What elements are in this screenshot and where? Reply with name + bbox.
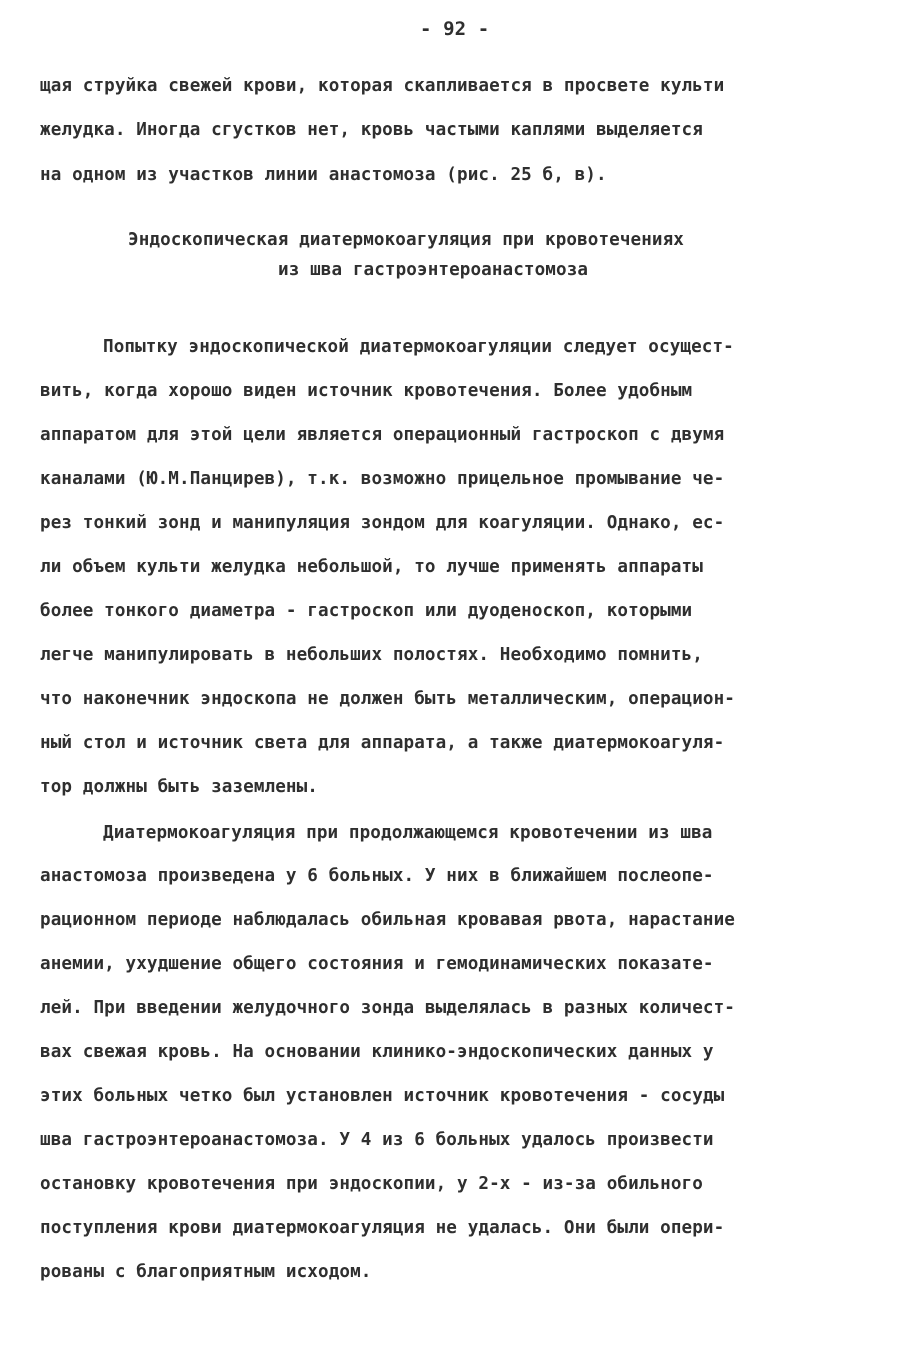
paragraph1-line: тор должны быть заземлены. [40, 777, 319, 797]
paragraph1-line: легче манипулировать в небольших полостях. Необходимо помнить, [40, 645, 703, 665]
paragraph2-line: поступления крови диатермокоагуляция не удалась. Они были опери- [40, 1218, 725, 1238]
paragraph2-line: Диатермокоагуляция при продолжающемся кровотечении из шва [103, 823, 713, 843]
paragraph2-line: анемии, ухудшение общего состояния и гемодинамических показате- [40, 954, 714, 974]
intro-line: щая струйка свежей крови, которая скапливается в просвете культи [40, 76, 725, 96]
intro-line: на одном из участков линии анастомоза (рис. 25 б, в). [40, 165, 607, 185]
paragraph2-line: вах свежая кровь. На основании клинико-эндоскопических данных у [40, 1042, 714, 1062]
paragraph1-line: каналами (Ю.М.Панцирев), т.к. возможно прицельное промывание че- [40, 469, 725, 489]
paragraph2-line: остановку кровотечения при эндоскопии, у 2-х - из-за обильного [40, 1174, 703, 1194]
paragraph1-line: более тонкого диаметра - гастроскоп или дуоденоскоп, которыми [40, 601, 693, 621]
paragraph1-line: вить, когда хорошо виден источник кровотечения. Более удобным [40, 381, 693, 401]
intro-line: желудка. Иногда сгустков нет, кровь частыми каплями выделяется [40, 120, 703, 140]
paragraph1-line: ли объем культи желудка небольшой, то лучше применять аппараты [40, 557, 703, 577]
page-number: - 92 - [420, 18, 490, 40]
paragraph2-line: шва гастроэнтероанастомоза. У 4 из 6 больных удалось произвести [40, 1130, 714, 1150]
paragraph1-line: что наконечник эндоскопа не должен быть металлическим, операцион- [40, 689, 736, 709]
paragraph2-line: рационном периоде наблюдалась обильная кровавая рвота, нарастание [40, 910, 736, 930]
paragraph2-line: этих больных четко был установлен источник кровотечения - сосуды [40, 1086, 725, 1106]
paragraph2-line: анастомоза произведена у 6 больных. У них в ближайшем послеопе- [40, 866, 714, 886]
section-heading-line: Эндоскопическая диатермокоагуляция при кровотечениях [128, 230, 685, 250]
paragraph1-line: ный стол и источник света для аппарата, а также диатермокоагуля- [40, 733, 725, 753]
paragraph1-line: аппаратом для этой цели является операционный гастроскоп с двумя [40, 425, 725, 445]
section-heading-line: из шва гастроэнтероанастомоза [278, 260, 589, 280]
paragraph2-line: лей. При введении желудочного зонда выделялась в разных количест- [40, 998, 736, 1018]
paragraph1-line: Попытку эндоскопической диатермокоагуляции следует осущест- [103, 337, 734, 357]
paragraph2-line: рованы с благоприятным исходом. [40, 1262, 372, 1282]
paragraph1-line: рез тонкий зонд и манипуляция зондом для коагуляции. Однако, ес- [40, 513, 725, 533]
